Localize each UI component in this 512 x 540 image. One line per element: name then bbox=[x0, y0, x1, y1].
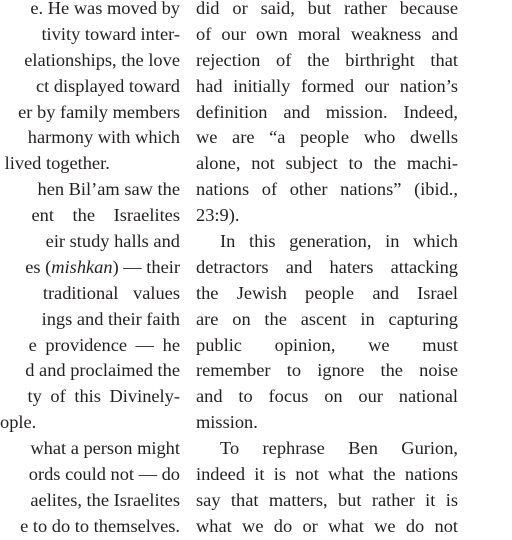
left-text-column bbox=[0, 0, 180, 540]
text-line: ty of this Divinely- bbox=[27, 386, 180, 407]
text-line: say that matters, but rather it is bbox=[196, 489, 458, 510]
text-line: d and proclaimed the bbox=[25, 360, 180, 381]
text-segment: es ( bbox=[25, 256, 52, 277]
text-line: e. He was moved by bbox=[30, 0, 180, 18]
text-line: what a person might bbox=[30, 438, 180, 459]
text-line: ct displayed toward bbox=[35, 75, 180, 96]
text-line: ent the Israelites bbox=[31, 205, 180, 226]
paragraph-first-line: In this generation, in which bbox=[220, 231, 458, 252]
italic-term: mishkan bbox=[51, 256, 113, 277]
text-line: 23:9). bbox=[196, 205, 240, 226]
text-line: the Jewish people and Israel bbox=[196, 282, 458, 303]
text-line: e providence — he bbox=[28, 334, 180, 355]
text-line: eir study halls and bbox=[45, 231, 180, 252]
text-line: rejection of the birthright that bbox=[196, 49, 458, 70]
text-line: remember to ignore the noise bbox=[196, 360, 458, 381]
text-line: definition and mission. Indeed, bbox=[196, 101, 458, 122]
text-line: elationships, the love bbox=[24, 49, 180, 70]
text-line: aelites, the Israelites bbox=[30, 489, 180, 510]
text-line: tivity toward inter- bbox=[41, 23, 180, 44]
text-line bbox=[0, 255, 180, 281]
text-line: nations of other nations” (ibid., bbox=[196, 179, 458, 200]
text-line: what we do or what we do not bbox=[196, 515, 458, 536]
text-line: of our own moral weakness and bbox=[196, 23, 458, 44]
text-line: had initially formed our nation’s bbox=[196, 75, 458, 96]
text-line: ings and their faith bbox=[41, 308, 180, 329]
right-text-column bbox=[196, 0, 458, 540]
text-line: and to focus on our national bbox=[196, 386, 458, 407]
text-line: lived together. bbox=[0, 153, 110, 174]
text-line: detractors and haters attacking bbox=[196, 256, 458, 277]
text-line: e to do to themselves. bbox=[20, 515, 180, 536]
text-line: harmony with which bbox=[27, 127, 180, 148]
text-line: ople. bbox=[0, 412, 37, 433]
text-line: hen Bil’am saw the bbox=[37, 179, 180, 200]
text-segment: ) — their bbox=[112, 256, 180, 277]
paragraph-first-line: To rephrase Ben Gurion, bbox=[220, 438, 458, 459]
text-line: mission. bbox=[196, 412, 258, 433]
text-line: ords could not — do bbox=[28, 464, 180, 485]
text-line: traditional values bbox=[42, 282, 180, 303]
text-line: did or said, but rather because bbox=[196, 0, 458, 18]
text-line: er by family members bbox=[18, 101, 180, 122]
text-line: alone, not subject to the machi- bbox=[196, 153, 458, 174]
text-line: we are “a people who dwells bbox=[196, 127, 458, 148]
text-line: indeed it is not what the nations bbox=[196, 464, 458, 485]
text-line: public opinion, we must bbox=[196, 334, 458, 355]
text-line: are on the ascent in capturing bbox=[196, 308, 458, 329]
